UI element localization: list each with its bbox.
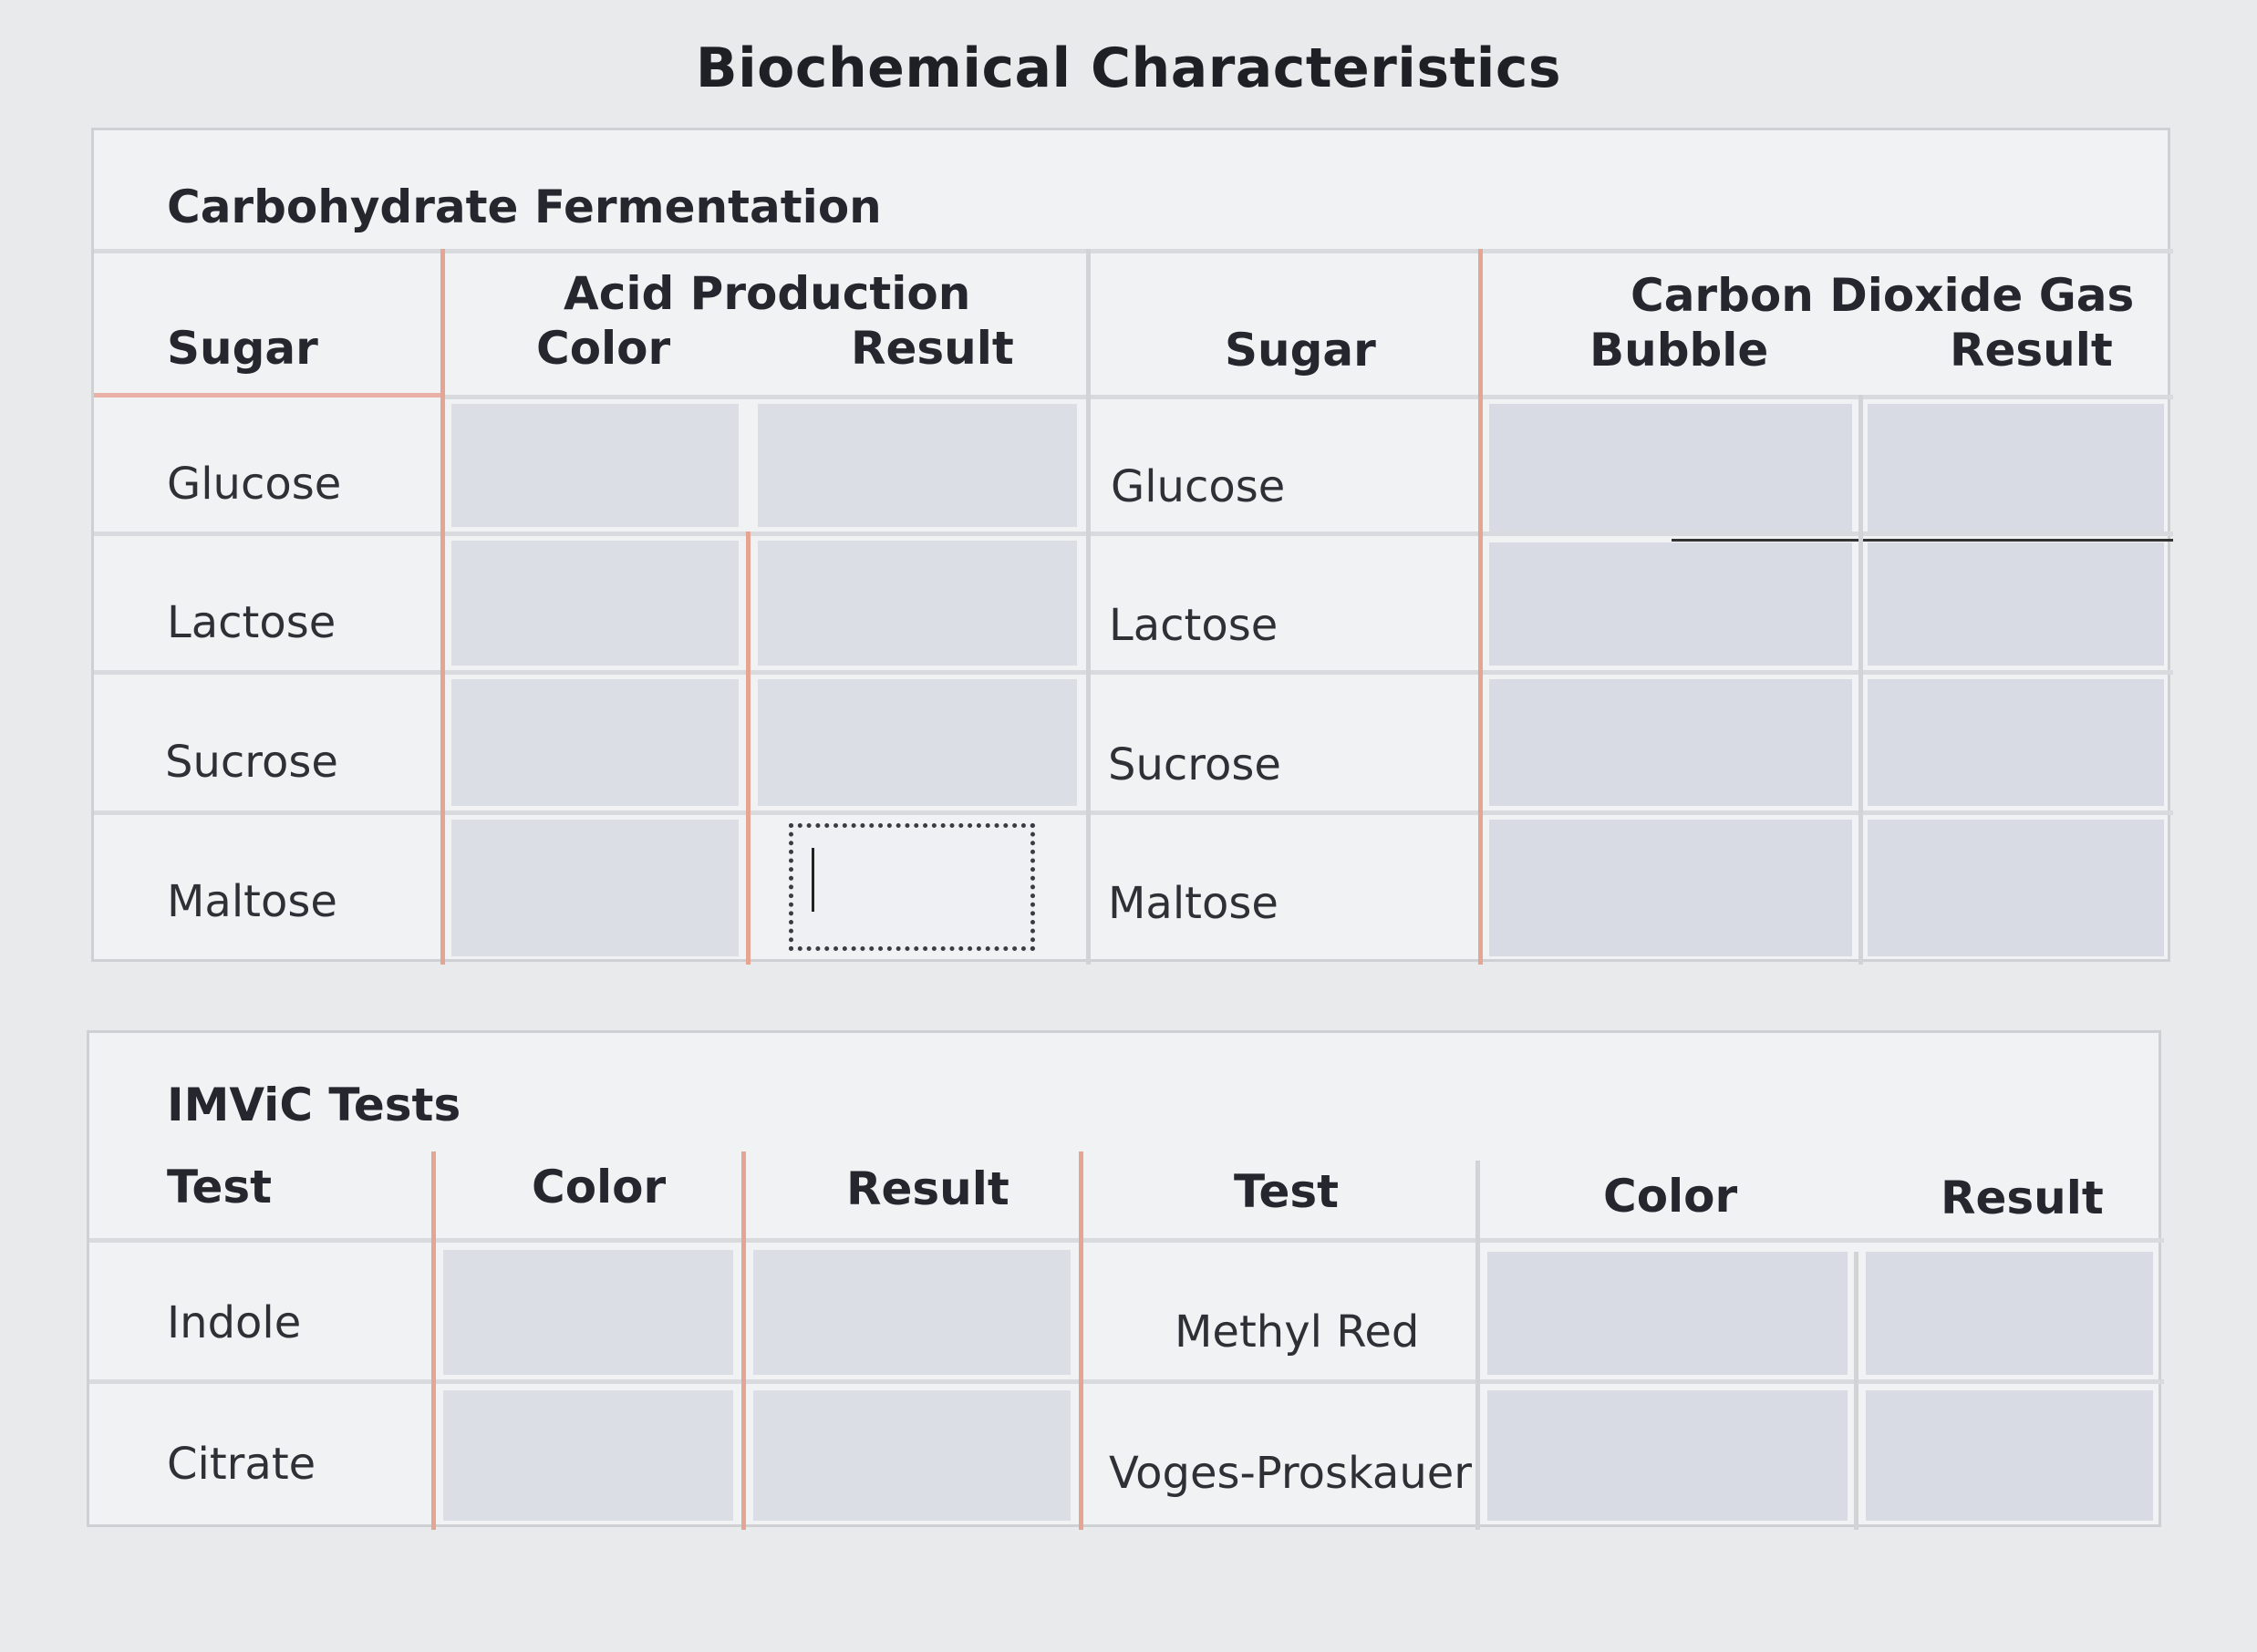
acid-color-input[interactable] [451,820,739,956]
carb-row-left-label: Sucrose [165,737,338,788]
carb-row-left-label: Lactose [167,597,336,648]
col-acid-result: Result [851,322,1014,375]
acid-production-header: Acid Production [564,267,971,320]
imvic-row-right-label: Methyl Red [1175,1306,1420,1358]
imvic-result-input[interactable] [1866,1390,2153,1521]
carbohydrate-fermentation-table [91,128,2170,962]
col-gas-result: Result [1950,324,2113,377]
acid-color-input[interactable] [451,404,739,527]
carb-row-right-label: Maltose [1108,878,1279,929]
carb-row-right-label: Lactose [1109,600,1279,651]
acid-color-input[interactable] [451,679,739,806]
carb-row-right-label: Sucrose [1108,739,1281,790]
page-title: Biochemical Characteristics [695,36,1562,100]
gas-result-input[interactable] [1868,820,2164,956]
col-sugar-left: Sugar [167,322,318,375]
acid-result-input[interactable] [758,679,1077,806]
acid-result-input-focused[interactable] [789,823,1035,951]
imvic-tests-table [87,1030,2161,1527]
acid-result-input[interactable] [758,541,1077,666]
col-acid-color: Color [536,322,671,375]
imvic-section-title: IMViC Tests [167,1079,461,1131]
gas-result-input[interactable] [1868,542,2164,666]
imvic-color-input[interactable] [443,1250,733,1375]
col-test-left: Test [167,1161,273,1213]
col-result-left: Result [846,1162,1009,1215]
imvic-color-input[interactable] [443,1390,733,1521]
text-cursor [812,848,814,912]
gas-result-input[interactable] [1868,404,2164,532]
carbohydrate-section-title: Carbohydrate Fermentation [167,181,882,233]
col-gas-bubble: Bubble [1589,324,1769,377]
gas-result-input[interactable] [1868,679,2164,806]
col-test-right: Test [1234,1165,1340,1218]
acid-result-input[interactable] [758,404,1077,527]
imvic-row-right-label: Voges-Proskauer [1109,1448,1473,1499]
col-color-left: Color [532,1161,667,1213]
gas-bubble-input[interactable] [1489,820,1852,956]
carb-row-left-label: Glucose [167,459,342,510]
imvic-color-input[interactable] [1487,1390,1848,1521]
imvic-result-input[interactable] [753,1250,1071,1375]
imvic-color-input[interactable] [1487,1252,1848,1375]
gas-bubble-input[interactable] [1489,679,1852,806]
col-sugar-right: Sugar [1225,324,1376,377]
imvic-result-input[interactable] [753,1390,1071,1521]
imvic-row-left-label: Indole [167,1297,302,1348]
col-result-right: Result [1941,1172,2104,1224]
gas-bubble-input[interactable] [1489,404,1852,532]
imvic-result-input[interactable] [1866,1252,2153,1375]
col-color-right: Color [1603,1170,1738,1223]
co2-gas-header: Carbon Dioxide Gas [1631,269,2135,322]
gas-bubble-input[interactable] [1489,542,1852,666]
imvic-row-left-label: Citrate [167,1439,316,1490]
carb-row-left-label: Maltose [167,876,337,927]
acid-color-input[interactable] [451,541,739,666]
carb-row-right-label: Glucose [1111,461,1286,512]
